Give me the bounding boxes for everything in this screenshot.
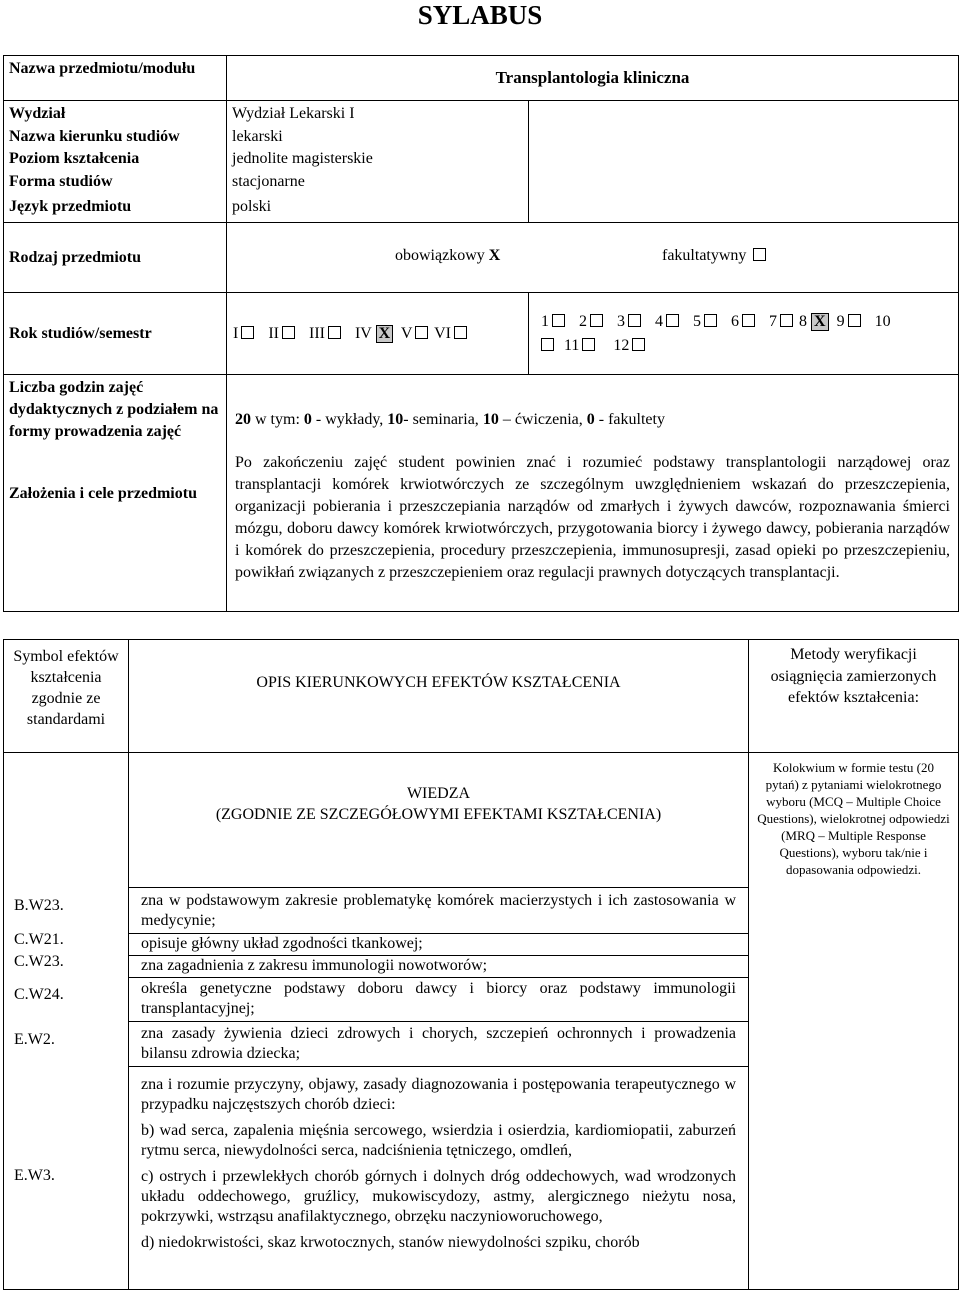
opis-header-cell <box>129 640 749 753</box>
effects-list <box>129 887 748 1253</box>
code-bw23: B.W23. <box>14 897 64 914</box>
effects-desc-cell <box>129 753 749 1290</box>
year-3: III <box>309 325 343 342</box>
fakultatywny-option <box>662 247 768 265</box>
wiedza-subtitle: (ZGODNIE ZE SZCZEGÓŁOWYMI EFEKTAMI KSZTAŁCENIA) <box>215 806 662 823</box>
cele-text: Po zakończeniu zajęć student powinien znać i rozumieć podstawy transplantologii narządowej oraz transplantacji komórek krwiotwórczych ze szczególnym uwzględnieniem wskazań do przeszczepienia, organizacji pobierania i przeszczepiania narządów od zmarłych i żywych dawców, rozpoznawania śmierci mózgu, doboru dawcy komórek krwiotwórczych, przygotowania biorcy i żywego dawcy, pobierania narządów i komórek do przeszczepienia, procedury przeszczepienia, immunosupresji, zasad opieki po przeszczepieniu, powikłań związanych z przeszczepieniem oraz regulacji prawnych dotyczących transplantacji. <box>235 454 950 581</box>
label-wydzial: Wydział <box>9 105 66 122</box>
years-cell <box>227 293 529 375</box>
value-forma: stacjonarne <box>232 172 305 190</box>
effects-body-row <box>4 753 959 1290</box>
code-cw23: C.W23. <box>14 953 64 970</box>
wiedza-heading <box>129 753 748 825</box>
cele-label: Założenia i cele przedmiotu <box>9 485 197 502</box>
obowiazkowy-mark: X <box>488 247 501 264</box>
course-info-row <box>4 101 959 223</box>
value-poziom: jednolite magisterskie <box>232 150 373 167</box>
course-info-labels <box>4 101 227 223</box>
opis-header: OPIS KIERUNKOWYCH EFEKTÓW KSZTAŁCENIA <box>256 674 621 691</box>
course-name-value: Transplantologia kliniczna <box>227 56 959 101</box>
fakultatywny-label: fakultatywny <box>662 247 747 264</box>
metody-header: Metody weryfikacji osiągnięcia zamierzonych efektów kształcenia: <box>770 646 937 706</box>
year-6: VI <box>434 325 469 342</box>
effect-item-6d: d) niedokrwistości, skaz krwotocznych, stanów niewydolności szpiku, chorób <box>141 1234 640 1251</box>
obowiazkowy-option <box>395 247 500 265</box>
code-cw24: C.W24. <box>14 986 64 1003</box>
fakultatywny-checkbox <box>753 248 766 261</box>
effect-item-4: określa genetyczne podstawy doboru dawcy i biorcy oraz podstawy immunologii transplantacyjnej; <box>129 977 748 1021</box>
rok-label: Rok studiów/semestr <box>4 293 227 375</box>
year-1: I <box>233 325 256 342</box>
godziny-cele-labels <box>4 375 227 612</box>
value-kierunek: lekarski <box>232 127 283 145</box>
rodzaj-options <box>227 223 959 293</box>
label-kierunek: Nazwa kierunku studiów <box>9 127 180 145</box>
godziny-label: Liczba godzin zajęć dydaktycznych z podziałem na formy prowadzenia zajęć <box>9 379 219 440</box>
value-jezyk: polski <box>232 198 272 215</box>
godziny-value: 20 w tym: 0 - wykłady, 10- seminaria, 10 – ćwiczenia, 0 - fakultety <box>235 411 665 428</box>
effects-table <box>3 639 959 1290</box>
effect-item-6c: c) ostrych i przewlekłych chorób górnych i dolnych dróg oddechowych, wad wrodzonych układu oddechowego, gruźlicy, mukowiscydozy, astmy, alergicznego nieżytu nosa, pokrzywki, wstrząsu anafilaktycznego, obrzęku naczynioworuchowego, <box>141 1168 736 1225</box>
metody-text: Kolokwium w formie testu (20 pytań) z pytaniami wielokrotnego wyboru (MCQ – Multiple Choice Questions), wielokrotnej odpowiedzi (MRQ – Multiple Response Questions), wyboru tak/nie i dopasowania odpowiedzi. <box>757 760 950 877</box>
page-title: SYLABUS <box>417 0 543 30</box>
year-4-selected-mark: X <box>376 325 394 343</box>
godziny-cele-values <box>227 375 959 612</box>
value-wydzial: Wydział Lekarski I <box>232 105 355 122</box>
year-4: IV X <box>355 325 393 342</box>
obowiazkowy-label: obowiązkowy <box>395 247 485 264</box>
semesters-cell: 1 2 3 4 5 6 7 8 X 9 10 11 12 <box>529 293 959 375</box>
year-2: II <box>268 325 297 342</box>
effects-header-row <box>4 640 959 753</box>
wiedza-title: WIEDZA <box>406 785 471 802</box>
label-jezyk: Język przedmiotu <box>9 198 132 215</box>
syllabus-header-table <box>3 55 959 612</box>
semester-8-selected-mark: X <box>811 313 829 331</box>
effect-item-6: zna i rozumie przyczyny, objawy, zasady diagnozowania i postępowania terapeutycznego w przypadku najczęstszych chorób dzieci: <box>129 1066 748 1119</box>
code-ew2: E.W2. <box>14 1031 55 1048</box>
course-info-values <box>227 101 529 223</box>
effect-item-2: opisuje główny układ zgodności tkankowej; <box>129 933 748 955</box>
course-name-row <box>4 56 959 101</box>
label-poziom: Poziom kształcenia <box>9 150 140 167</box>
label-forma: Forma studiów <box>9 172 113 190</box>
effect-item-1: zna w podstawowym zakresie problematykę komórek macierzystych i ich zastosowania w medycynie; <box>129 887 748 933</box>
effect-item-5: zna zasady żywienia dzieci zdrowych i chorych, szczepień ochronnych i prowadzenia bilansu zdrowia dziecka; <box>129 1021 748 1066</box>
rodzaj-row <box>4 223 959 293</box>
metody-header-cell <box>749 640 959 753</box>
effect-item-3: zna zagadnienia z zakresu immunologii nowotworów; <box>129 955 748 977</box>
course-name-label: Nazwa przedmiotu/modułu <box>4 56 227 101</box>
year-5: V <box>401 325 431 342</box>
metody-cell <box>749 753 959 1290</box>
codes-cell <box>4 753 129 1290</box>
effect-item-6b: b) wad serca, zapalenia mięśnia sercowego, wsierdzia i osierdzia, kardiomiopatii, zaburzeń rytmu serca, niewydolności serca, nadciśnienia tętniczego, omdleń, <box>141 1122 736 1159</box>
godziny-cele-row <box>4 375 959 612</box>
code-cw21: C.W21. <box>14 931 64 948</box>
symbol-header-cell <box>4 640 129 753</box>
empty-cell <box>529 101 959 223</box>
rok-row <box>4 293 959 375</box>
code-ew3: E.W3. <box>14 1167 55 1184</box>
symbol-header: Symbol efektów kształcenia zgodnie ze standardami <box>13 648 119 728</box>
rodzaj-label: Rodzaj przedmiotu <box>4 223 227 293</box>
